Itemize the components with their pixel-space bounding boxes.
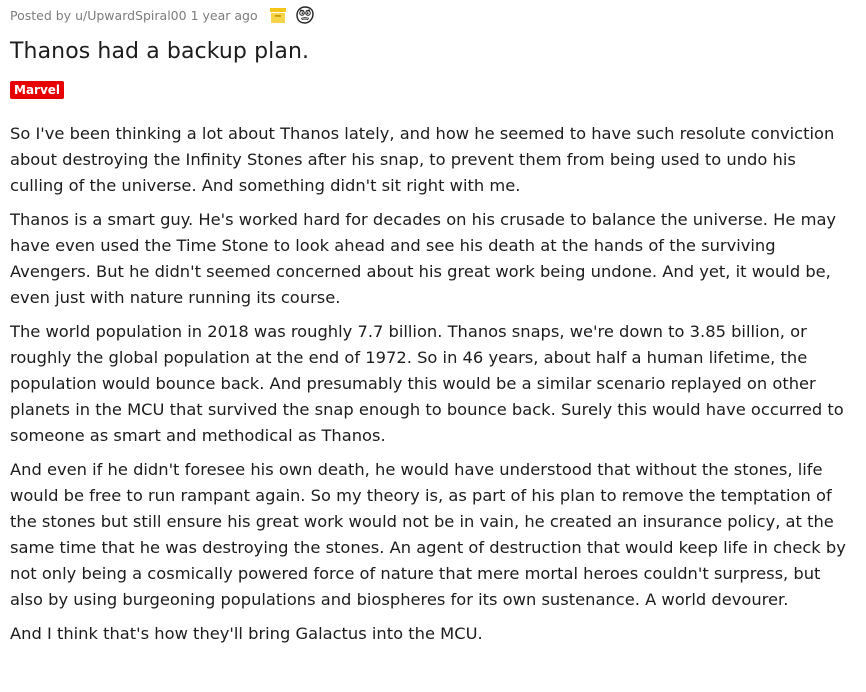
post-body (10, 121, 846, 655)
author-link[interactable]: u/UpwardSpiral00 (75, 7, 187, 23)
award-box-icon[interactable] (268, 5, 288, 25)
body-paragraph: So I've been thinking a lot about Thanos lately, and how he seemed to have such resolute conviction about destroying the Infinity Stones after his snap, to prevent them from being used to undo his culling of the universe. And something didn't sit right with me. (10, 124, 835, 195)
body-paragraph: And I think that's how they'll bring Galactus into the MCU. (10, 624, 483, 643)
posted-by-label: Posted by (10, 7, 72, 23)
body-paragraph: And even if he didn't foresee his own death, he would have understood that without the stones, life would be free to run rampant again. So my theory is, as part of his plan to remove the temptation of the stones but still ensure his great work would not be in vain, he created an insurance policy, at the same time that he was destroying the stones. An agent of destruction that would keep life in check by not only being a cosmically powered force of nature that mere mortal heroes couldn't surpress, but also by using burgeoning populations and biospheres for its own sustenance. A world devourer. (10, 460, 846, 609)
body-paragraph: Thanos is a smart guy. He's worked hard for decades on his crusade to balance the universe. He may have even used the Time Stone to look ahead and see his death at the hands of the surviving Avengers. But he didn't seemed concerned about his great work being undone. And yet, it would be, even just with nature running its course. (10, 210, 837, 307)
post-time[interactable]: 1 year ago (190, 7, 258, 23)
post-title[interactable]: Thanos had a backup plan. (10, 39, 310, 64)
flair-badge[interactable]: Marvel (10, 81, 64, 99)
rage-face-icon[interactable] (294, 5, 316, 25)
body-paragraph: The world population in 2018 was roughly 7.7 billion. Thanos snaps, we're down to 3.85 billion, or roughly the global population at the end of 1972. So in 46 years, about half a human lifetime, the population would bounce back. And presumably this would be a similar scenario replayed on other planets in the MCU that survived the snap enough to bounce back. Surely this would have occurred to someone as smart and methodical as Thanos. (10, 322, 844, 445)
post-meta (10, 5, 316, 25)
